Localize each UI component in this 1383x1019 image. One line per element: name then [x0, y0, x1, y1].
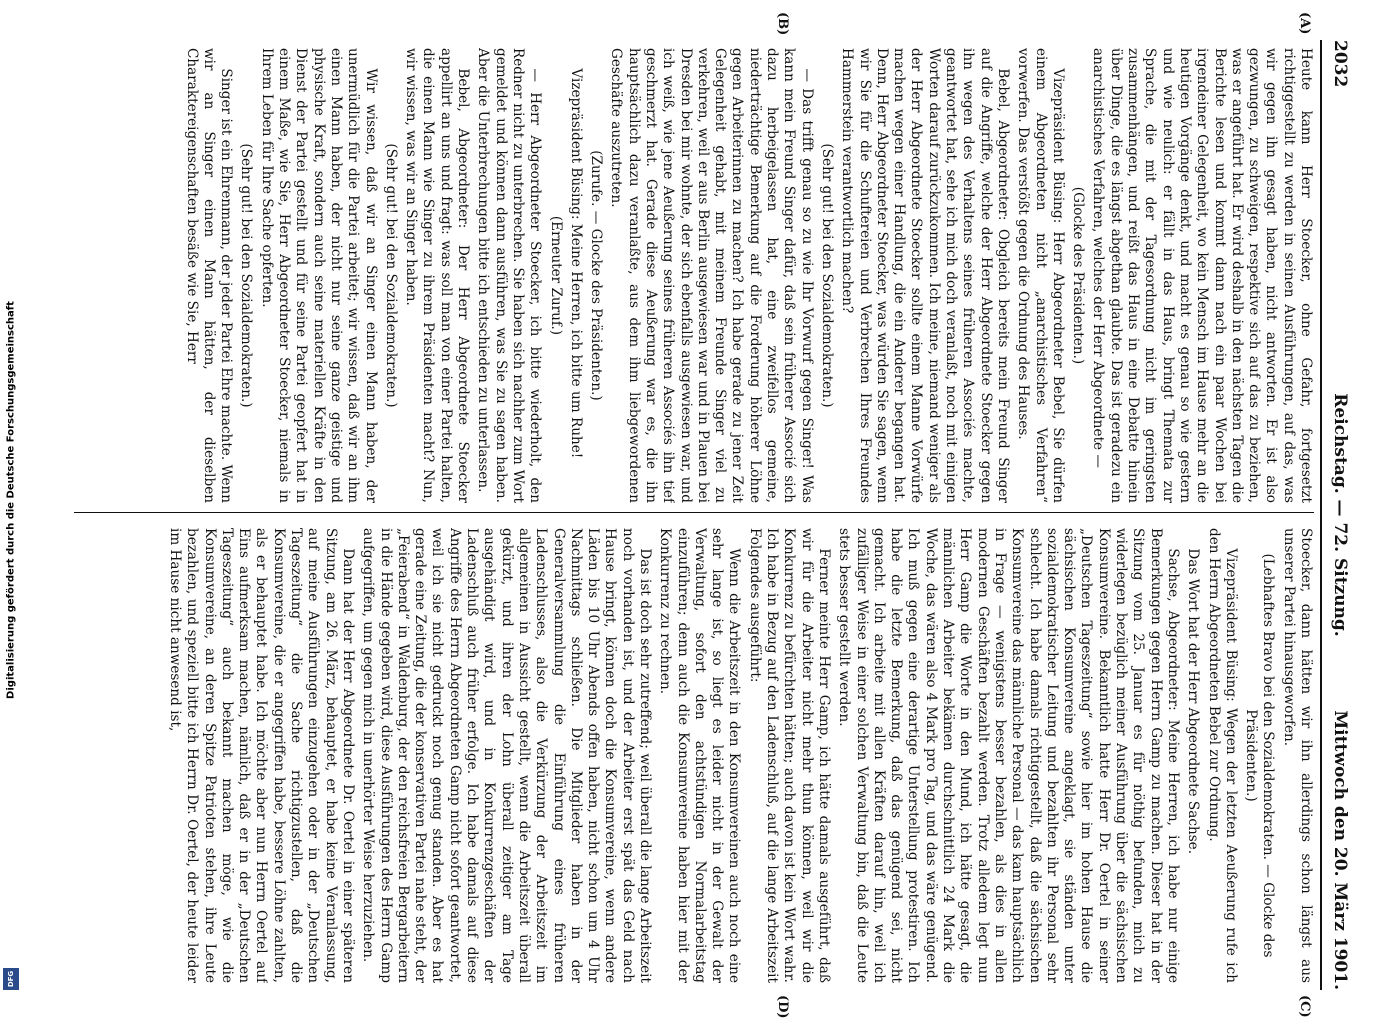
- paragraph: Bebel, Abgeordneter: Der Herr Abgeordnete Stoecker appellirt an uns und fragt: was soll man von einer Partei halten, die einen Mann wie Singer zu ihrem Präsidenten macht? Nun, wir wissen, was wir an Singer haben.: [403, 48, 472, 503]
- left-column: [74, 48, 1314, 503]
- dfg-logo: [3, 968, 19, 990]
- paragraph: Das ist doch sehr zutreffend; weil überall die lange Arbeitszeit noch vorhanden ist, und der Arbeiter erst spät das Geld nach Hause bringt, können doch die Konsumvereine, wenn andere Läden bis 10 Uhr Abends offen haben, nicht schon um 4 Uhr Nachmittags schließen. Die Mitglieder haben in der Generalversammlung die Einführung eines früheren Ladenschlusses, also die Verkürzung der Arbeitszeit im allgemeinen in Aussicht gestellt, wenn die Arbeitszeit überall gekürzt, und ihren der Lohn überall zeitiger am Tage ausgehändigt wird, und in Konkurrenzgeschäften der Ladenschluß auch früher erfolge. Ich habe damals auf diese Angriffe des Herrn Abgeordneten Gamp nicht sofort geantwortet, weil ich sie nicht gedruckt noch genug standen. Aber es hat gerade eine Zeitung, die der konservativen Partei nahe steht, der „Feierabend“ in Waldenburg, der den reichsfreien Bergarbeitern in die Hände gegeben wird, diese Ausführungen des Herrn Gamp aufgegriffen, um gegen mich in unerhörter Weise herzuziehen.: [360, 528, 654, 983]
- margin-mark-c: (C): [1297, 995, 1312, 1018]
- margin-mark-a: (A): [1297, 12, 1312, 35]
- paragraph: Vizepräsident Büsing: Wegen der letzten Aeußerung rufe ich den Herrn Abgeordneten Bebel zur Ordnung.: [1205, 528, 1239, 983]
- margin-mark-d: (D): [775, 995, 790, 1019]
- paragraph: Bebel, Abgeordneter: Obgleich bereits mein Freund Singer auf die Angriffe, welche der Herr Abgeordnete Stoecker gegen ihn wegen des Verhaltens seines früheren Associés machte, geantwortet hat, sehe ich mich doch veranlaßt, noch mit einigen Worten darauf zurückzukommen. Ich meine, niemand weniger als der Herr Abgeordnete Stoecker sollte einem Manne Vorwürfe machen wegen einer Handlung, die ein Anderer begangen hat. Denn, Herr Abgeordneter Stoecker, was würden Sie sagen, wenn wir Sie für die Schuftereien und Verbrechen Ihres Freundes Hammerstein verantwortlich machen?: [839, 48, 1011, 503]
- column-divider: [74, 512, 1314, 513]
- paragraph: (Lebhaftes Bravo bei den Sozialdemokraten. — Glocke des Präsidenten.): [1243, 553, 1277, 958]
- page-title: Reichstag. — 72. Sitzung.: [1330, 393, 1350, 637]
- page-date: Mittwoch den 20. März 1901.: [1330, 710, 1350, 990]
- paragraph: — Das trifft genau so zu wie Ihr Vorwurf gegen Singer! Was kann mein Freund Singer dafür, daß sein früherer Associé sich dazu herbeigelassen hat, eine zweifellos gemeine, niederträchtige Bemerkung auf die Forderung höherer Löhne gegen Arbeiterinnen zu machen? Ich habe gerade zu jener Zeit Gelegenheit gehabt, mit meinem Freunde Singer viel zu verkehren, weil er aus Berlin ausgewiesen war und in Plauen bei Dresden bei mir wohnte, der sich ebenfalls ausgewiesen war, und ich weiß, wie jene Aeußerung seines früheren Associés ihn tief geschmerzt hat. Gerade diese Aeußerung war es, die ihn hauptsächlich dazu veranlaßte, aus dem ihm liebgewordenen Geschäfte auszutreten.: [608, 48, 815, 503]
- paragraph: Singer ist ein Ehrenmann, der jeder Partei Ehre machte. Wenn wir an Singer einen Mann hätten, der dieselben Charaktereigenschaften besäße wie Sie, Herr: [183, 48, 235, 503]
- paragraph: (Erneuter Zuruf.): [547, 215, 564, 336]
- paragraph: (Zurufe. — Glocke des Präsidenten.): [588, 150, 605, 401]
- paragraph: (Sehr gut! bei den Sozialdemokraten.): [238, 143, 255, 408]
- paragraph: Das Wort hat der Herr Abgeordnete Sachse.: [1185, 548, 1202, 855]
- paragraph: Dann hat der Herr Abgeordnete Dr. Oertel in einer späteren Sitzung, am 26. März, behauptet, er habe keine Veranlassung, auf meine Ausführungen einzugehen oder in der „Deutschen Tageszeitung“ die Sache richtigzustellen, daß die Konsumvereine, die er angegriffen habe, bessere Löhne zahlten, als er behauptet habe. Ich möchte aber nun Herrn Oertel auf Eins aufmerksam machen, nämlich, daß er in der „Deutschen Tageszeitung“ auch bekannt machen möge, wie die Konsumvereine, an deren Spitze Patrioten stehen, ihre Leute bezahlen, und speziell bitte ich Herrn Dr. Oertel, der heute leider im Hause nicht anwesend ist,: [167, 528, 356, 983]
- paragraph: Wir wissen, daß wir an Singer einen Mann haben, der unermüdlich für die Partei arbeitet; wir wissen, daß wir an ihm einen Mann haben, der nicht nur seine ganze geistige und physische Kraft, sondern auch seine materiellen Kräfte in den Dienst der Partei gestellt und für seine Partei geopfert hat in einem Maße, wie Sie, Herr Abgeordneter Stoecker, niemals in Ihrem Leben für Ihre Sache opferten.: [258, 48, 379, 503]
- rotated-page: [60, 12, 1350, 1019]
- paragraph: Vizepräsident Büsing: Meine Herren, ich bitte um Ruhe!: [567, 68, 584, 459]
- paragraph: Stoecker, dann hätten wir ihn allerdings schon längst aus unserer Partei hinausgeworfen.: [1280, 528, 1314, 983]
- right-column: [74, 528, 1314, 983]
- paragraph: Heute kann Herr Stoecker, ohne Gefahr, fortgesetzt richtiggestellt zu werden in seinen Ausführungen, auf das, was wir gegen ihn gesagt haben, nicht antworten. Er ist also gezwungen, zu schweigen, respektive sich auf das zu beziehen, was er angeführt hat. Er wird deshalb in den nächsten Tagen die Berichte lesen und kommt dann nach ein paar Wochen bei irgendeiner Gelegenheit, wo kein Mensch im Hause mehr an die heutigen Vorgänge denkt, und macht es genau so wie gestern und wie neulich: er fällt in das Haus, bringt Themata zur Sprache, die mit der Tagesordnung nicht im geringsten zusammenhängen, und reißt das Haus in eine Debatte hinein über Dinge, die es längst abgethan glaubte. Das ist geradezu ein anarchistisches Verfahren, welches der Herr Abgeordnete —: [1090, 48, 1314, 503]
- paragraph: Vizepräsident Büsing: Herr Abgeordneter Bebel, Sie dürfen einem Abgeordneten nicht „anarchistisches Verfahren“ vorwerfen. Das verstößt gegen die Ordnung des Hauses.: [1015, 48, 1066, 503]
- paragraph: Wenn die Arbeitszeit in den Konsumvereinen auch noch eine sehr lange ist, so liegt es leider nicht in der Gewalt der Verwaltung, sofort den achtstündigen Normalarbeitstag einzuführen; denn auch die Konsumvereine haben hier mit der Konkurrenz zu rechnen.: [657, 528, 743, 983]
- margin-mark-b: (B): [775, 12, 790, 36]
- paragraph: Sachse, Abgeordneter: Meine Herren, ich habe nur einige Bemerkungen gegen Herrn Gamp zu machen. Dieser hat in der Sitzung vom 25. Januar es für nöthig befunden, mich zu widerlegen bezüglich meiner Ausführung über die sächsischen Konsumvereine. Bekanntlich hatte Herr Dr. Oertel in seiner „Deutschen Tageszeitung“ sowie hier im hohen Hause die sächsischen Konsumvereine angeklagt, sie ständen unter sozialdemokratischer Leitung und bezahlten ihr Personal sehr schlecht. Ich habe damals richtiggestellt, daß die sächsischen Konsumvereine das männliche Personal — das kam hauptsächlich in Frage — wenigstens besser bezahlen, als dies in allen modernen Geschäften bezahlt werden. Trotz alledem legt nun Herr Gamp die Worte in den Mund, ich hätte gesagt, die männlichen Arbeiter bekämen durchschnittlich 24 Mark die Woche, das wären also 4 Mark pro Tag, und das wäre genügend. Ich muß gegen eine derartige Unterstellung protestiren. Ich habe die letzte Bemerkung, daß das genügend sei, nicht gemacht. Ich arbeite mit allen Kräften darauf hin, weil ich zufälliger Weise in einer solchen Verwaltung bin, daß die Leute stets besser gestellt werden.: [836, 528, 1181, 983]
- paragraph: — Herr Abgeordneter Stoecker, ich bitte wiederholt, den Redner nicht zu unterbrechen. Sie haben sich nachher zum Wort gemeldet und können dann ausführen, was Sie zu sagen haben. Aber die Unterbrechungen bitte ich entschieden zu unterlassen.: [475, 48, 544, 503]
- paragraph: (Sehr gut! bei den Sozialdemokraten.): [382, 143, 399, 408]
- header-rule: [1320, 40, 1322, 990]
- dfg-logo-text: DFG: [7, 970, 15, 988]
- paragraph: (Glocke des Präsidenten.): [1070, 186, 1087, 365]
- side-strip: [0, 0, 22, 1000]
- digitization-note: Digitalisierung gefördert durch die Deutsche Forschungsgemeinschaft: [5, 301, 17, 699]
- page-header: [1324, 40, 1350, 990]
- page-number: 2032: [1330, 40, 1350, 88]
- paragraph: Ferner meinte Herr Gamp, ich hätte damals ausgeführt, daß wir für die Arbeiter nicht mehr thun können, weil wir die Konkurrenz zu befürchten hätten; auch davon ist kein Wort wahr. Ich habe in Bezug auf den Ladenschluß, auf die lange Arbeitszeit Folgendes ausgeführt:: [746, 528, 832, 983]
- paragraph: (Sehr gut! bei den Sozialdemokraten.): [818, 143, 835, 408]
